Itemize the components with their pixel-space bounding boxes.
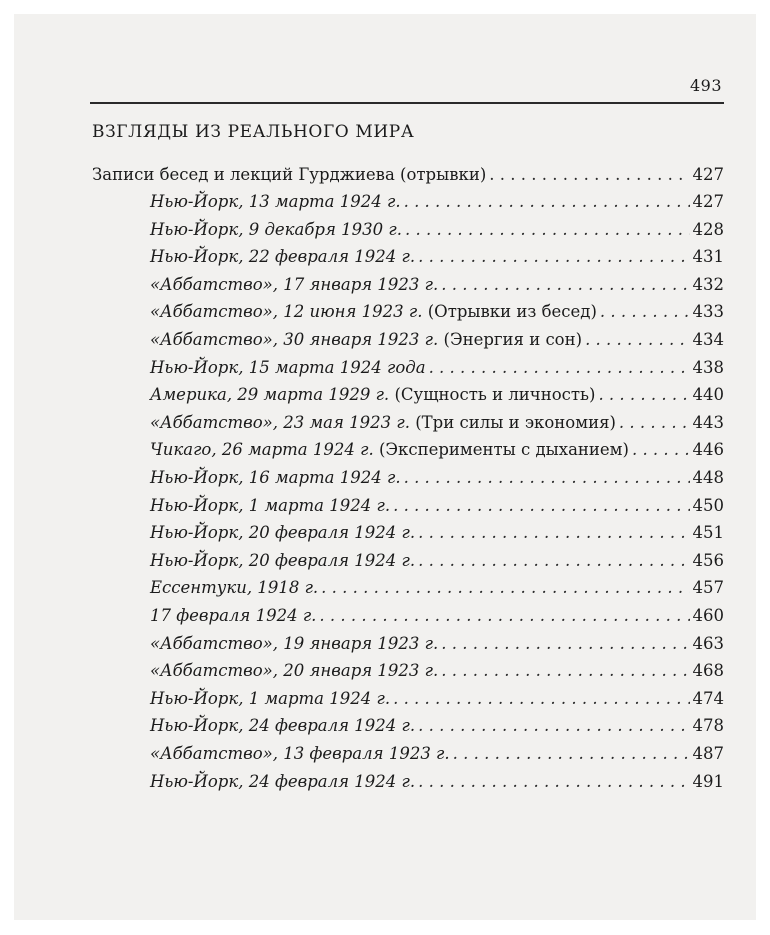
toc-entry-place: Нью-Йорк, 24 февраля 1924 г. (150, 771, 416, 791)
toc-entry (150, 660, 724, 682)
toc-entry-place: Нью-Йорк, 15 марта 1924 года (150, 357, 426, 377)
toc-entry (150, 439, 724, 461)
toc-entry (150, 219, 724, 241)
toc-main-entry-page: 427 (692, 165, 724, 184)
toc-entry (150, 412, 724, 434)
table-of-contents (14, 14, 756, 920)
dot-leader (418, 550, 689, 572)
dot-leader (418, 246, 689, 268)
dot-leader (405, 219, 690, 241)
toc-entry-title (150, 495, 390, 517)
toc-entry-title (150, 412, 616, 434)
toc-entry-page: 460 (692, 606, 724, 625)
toc-entry (150, 246, 724, 268)
toc-entry-place: «Аббатство», 23 мая 1923 г. (150, 412, 410, 432)
dot-leader (619, 412, 690, 434)
toc-entry-title (150, 633, 438, 655)
toc-entry-page: 440 (692, 385, 724, 405)
toc-entry-place: Нью-Йорк, 13 марта 1924 г. (150, 192, 401, 211)
toc-entry-page: 446 (692, 440, 724, 460)
toc-entry-place: Нью-Йорк, 1 марта 1924 г. (150, 688, 391, 708)
toc-entry-page: 443 (692, 412, 724, 432)
toc-entry-title (150, 357, 426, 379)
toc-entry-page: 457 (692, 578, 724, 598)
toc-entry-page: 487 (692, 744, 724, 763)
toc-entry-page: 463 (692, 633, 724, 653)
section-title: ВЗГЛЯДЫ ИЗ РЕАЛЬНОГО МИРА (92, 122, 415, 142)
dot-leader (441, 660, 689, 682)
dot-leader (393, 495, 689, 517)
toc-entry-page: 491 (692, 771, 724, 791)
toc-entry-page: 427 (692, 192, 724, 211)
dot-leader (418, 715, 689, 737)
dot-leader (319, 605, 689, 627)
toc-entry-place: Ессентуки, 1918 г. (150, 578, 319, 598)
toc-entry-place: Нью-Йорк, 9 декабря 1930 г. (150, 219, 402, 239)
toc-entry-place: «Аббатство», 12 июня 1923 г. (150, 302, 423, 322)
toc-entry (150, 633, 724, 655)
toc-entry-title (150, 660, 438, 682)
toc-entry-title (150, 522, 415, 544)
dot-leader (600, 301, 690, 323)
toc-entry-title (150, 550, 415, 572)
toc-entry-page: 431 (692, 247, 724, 267)
toc-entry-place: 17 февраля 1924 г. (150, 606, 317, 625)
toc-entry-page: 428 (692, 219, 724, 239)
toc-entry (150, 357, 724, 379)
toc-entry-title (150, 274, 438, 296)
toc-entry-place: Нью-Йорк, 24 февраля 1924 г. (150, 716, 416, 736)
toc-entry-title (150, 715, 415, 737)
toc-entry-page: 456 (692, 550, 724, 570)
toc-entry (150, 577, 724, 599)
toc-entry-title (150, 219, 402, 241)
dot-leader (404, 191, 690, 213)
dot-leader (418, 771, 689, 793)
toc-entry (150, 191, 724, 213)
dot-leader (441, 274, 689, 296)
toc-entry-title (150, 329, 582, 351)
toc-entry-page: 438 (692, 357, 724, 377)
toc-entry-place: «Аббатство», 17 января 1923 г. (150, 274, 439, 294)
toc-entry-note: (Три силы и экономия) (415, 412, 616, 432)
toc-main-entry (92, 164, 724, 186)
toc-entry-title (150, 246, 415, 268)
toc-entry (150, 274, 724, 296)
toc-entry (150, 384, 724, 406)
toc-entry (150, 301, 724, 323)
toc-entry-page: 474 (692, 688, 724, 708)
toc-main-entry-title: Записи бесед и лекций Гурджиева (отрывки) (92, 165, 487, 184)
dot-leader (404, 467, 690, 489)
toc-entry-page: 433 (692, 302, 724, 322)
book-page (14, 14, 756, 920)
toc-entry (150, 550, 724, 572)
toc-entry-title (150, 743, 450, 765)
toc-entry (150, 771, 724, 793)
toc-entry-page: 432 (692, 274, 724, 294)
toc-entry (150, 495, 724, 517)
toc-entry (150, 715, 724, 737)
toc-entry-place: Нью-Йорк, 22 февраля 1924 г. (150, 247, 416, 267)
toc-entry-place: Нью-Йорк, 20 февраля 1924 г. (150, 550, 416, 570)
toc-entry-title (150, 688, 390, 710)
toc-entry-title (150, 384, 595, 406)
dot-leader (585, 329, 689, 351)
toc-entry-page: 448 (692, 468, 724, 487)
toc-entry-title (150, 439, 629, 461)
toc-entry-title (150, 771, 415, 793)
toc-entry-page: 468 (692, 661, 724, 681)
dot-leader (453, 743, 690, 765)
dot-leader (489, 164, 689, 186)
toc-entry-page: 478 (692, 716, 724, 736)
toc-entry-note: (Сущность и личность) (394, 385, 596, 405)
toc-entry-place: «Аббатство», 30 января 1923 г. (150, 330, 439, 349)
toc-entry-title (150, 605, 316, 627)
dot-leader (598, 384, 689, 406)
toc-entry-title (150, 301, 597, 323)
toc-entry-page: 450 (692, 495, 724, 515)
toc-entry-place: Нью-Йорк, 20 февраля 1924 г. (150, 523, 416, 543)
toc-entry-place: «Аббатство», 13 февраля 1923 г. (150, 744, 450, 763)
toc-entry-title (150, 467, 401, 489)
toc-entry-place: Америка, 29 марта 1929 г. (150, 385, 390, 405)
toc-entry-note: (Энергия и сон) (443, 330, 583, 349)
toc-entry (150, 329, 724, 351)
toc-entry-place: Нью-Йорк, 16 марта 1924 г. (150, 468, 401, 487)
toc-entry (150, 688, 724, 710)
dot-leader (632, 439, 690, 461)
toc-entry-title (150, 191, 401, 213)
page-number: 493 (689, 76, 722, 95)
toc-entry-place: «Аббатство», 19 января 1923 г. (150, 633, 439, 653)
dot-leader (441, 633, 689, 655)
toc-entry-note: (Отрывки из бесед) (427, 302, 597, 322)
toc-entry (150, 522, 724, 544)
toc-entry-page: 434 (692, 330, 724, 349)
toc-entry-note: (Эксперименты с дыханием) (378, 440, 629, 460)
toc-entry-place: Нью-Йорк, 1 марта 1924 г. (150, 495, 391, 515)
toc-entry-place: «Аббатство», 20 января 1923 г. (150, 661, 439, 681)
dot-leader (321, 577, 689, 599)
toc-entry-title (150, 577, 318, 599)
dot-leader (418, 522, 689, 544)
toc-entry (150, 743, 724, 765)
toc-entry (150, 467, 724, 489)
toc-entry (150, 605, 724, 627)
dot-leader (429, 357, 690, 379)
toc-entry-page: 451 (692, 523, 724, 543)
toc-entry-place: Чикаго, 26 марта 1924 г. (150, 440, 374, 460)
dot-leader (393, 688, 689, 710)
